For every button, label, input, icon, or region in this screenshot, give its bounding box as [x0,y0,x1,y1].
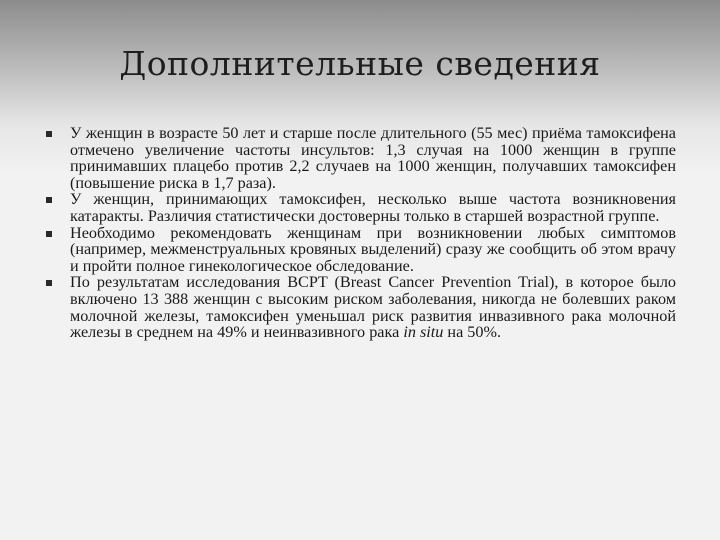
square-bullet-icon [46,231,52,237]
bullet-text [70,274,676,340]
bullet-text-part: По результатам исследования BCPT (Breast Cancer Prevention Trial), в которое было включено 13 388 женщин с высоким риском заболевания, никогда не болевших раком молочной железы, тамоксифен уменьшал риск развития инвазивного рака молочной железы в среднем на 49% и неинвазивного рака [70,273,676,342]
square-bullet-icon [46,197,52,203]
bullet-text: У женщин в возрасте 50 лет и старше после длительного (55 мес) приёма тамоксифена отмечено увеличение частоты инсультов: 1,3 случая на 1000 женщин в группе принимавших плацебо против 2,2 случаев на 1000 женщин, получавших тамоксифен (повышение риска в 1,7 раза). [70,124,676,192]
bullet-item-cataract [42,191,676,224]
in-situ-term: in situ [403,323,444,342]
bullet-item-recommendation [42,225,676,275]
bullet-item-bcpt [42,274,676,340]
square-bullet-icon [46,280,52,286]
slide-title: Дополнительные сведения [119,44,601,83]
bullet-list [42,125,676,341]
bullet-item-strokes [42,125,676,191]
bullet-text-part: на 50%. [443,323,502,342]
bullet-text: У женщин, принимающих тамоксифен, несколько выше частота возникновения катаракты. Различия статистически достоверны только в старшей возрастной группе. [70,190,676,225]
bullet-text: Необходимо рекомендовать женщинам при возникновении любых симптомов (например, межменструальных кровяных выделений) сразу же сообщить об этом врачу и пройти полное гинекологическое обследование. [70,223,676,275]
square-bullet-icon [46,131,52,137]
